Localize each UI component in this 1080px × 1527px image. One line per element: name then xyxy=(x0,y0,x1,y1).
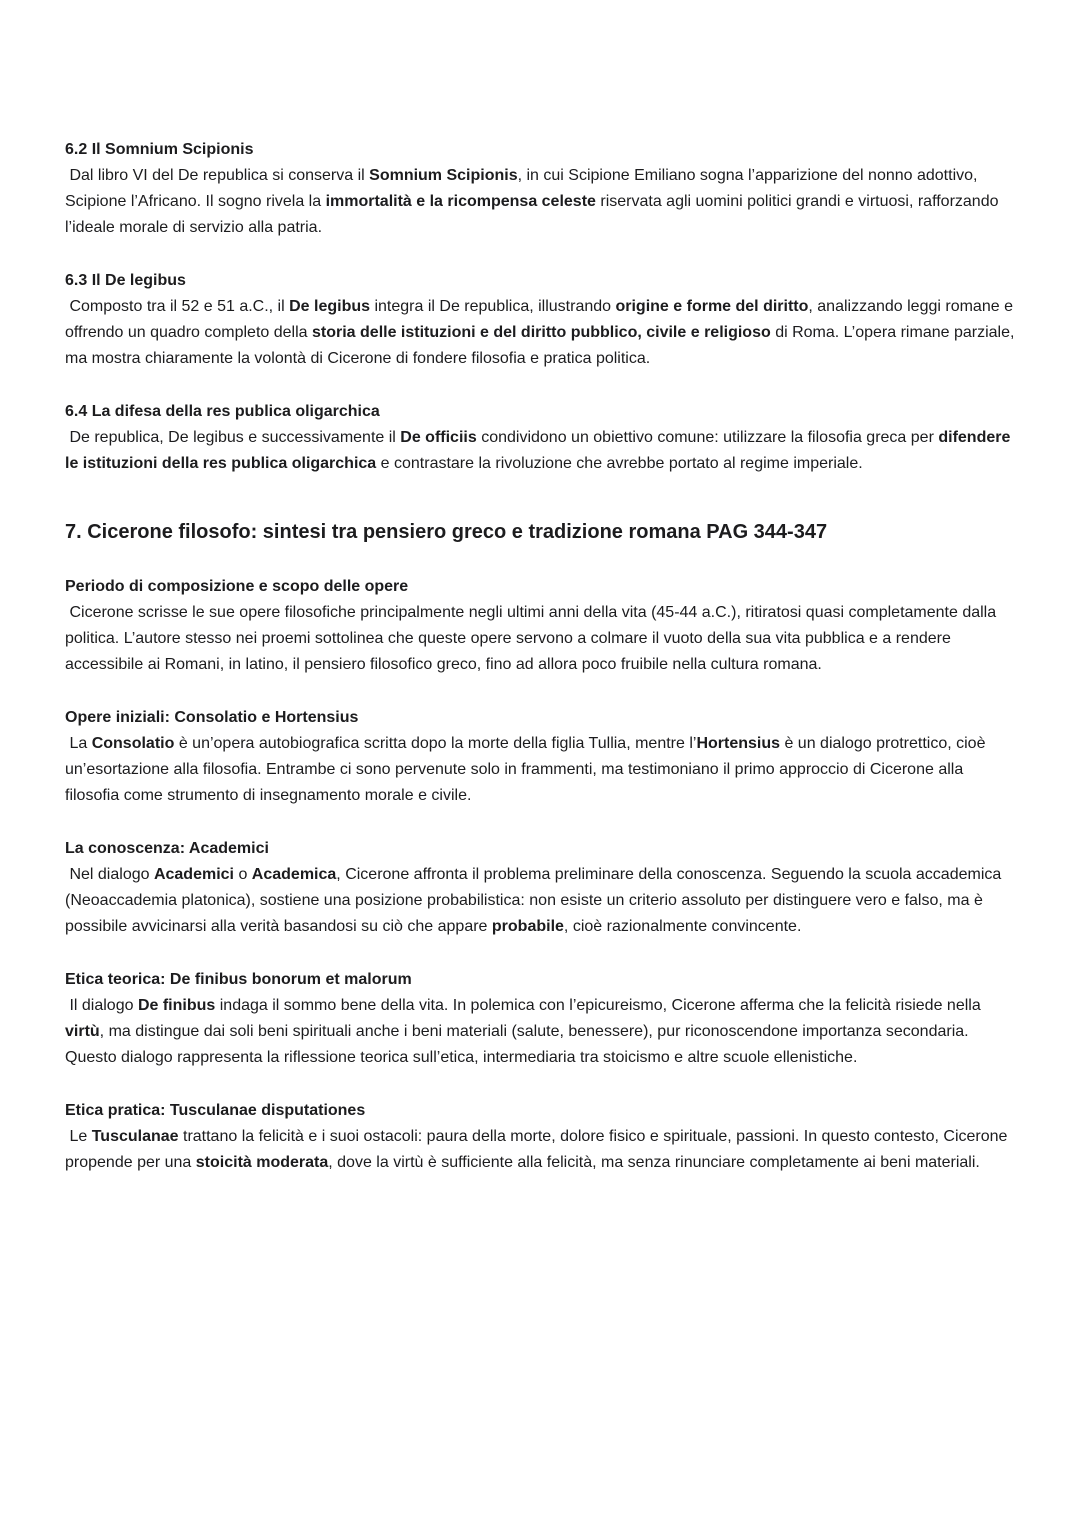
bold-text-run: De legibus xyxy=(289,298,371,315)
text-run: indaga il sommo bene della vita. In polemica con l’epicureismo, Cicerone afferma che la felicità risiede nella xyxy=(215,997,986,1014)
bold-text-run: Academici xyxy=(153,866,234,883)
section-heading-cicerone-filosofo: 7. Cicerone filosofo: sintesi tra pensiero greco e tradizione romana PAG 344-347 xyxy=(65,521,828,543)
section-etica-pratica xyxy=(65,1098,1016,1176)
section-heading-etica-teorica: Etica teorica: De finibus bonorum et malorum xyxy=(65,971,412,988)
section-etica-teorica xyxy=(65,967,1016,1071)
section-paragraph-etica-pratica xyxy=(65,1124,1016,1176)
bold-text-run: stoicità moderata xyxy=(195,1154,329,1171)
section-paragraph-opere-iniziali xyxy=(65,731,1016,809)
section-paragraph-difesa-res-publica xyxy=(65,425,1016,477)
text-run: De republica, De legibus e successivamente il xyxy=(65,429,401,446)
section-la-conoscenza xyxy=(65,836,1016,940)
bold-text-run: Somnium Scipionis xyxy=(369,167,518,184)
text-run: , analizzando leggi romane e offrendo un quadro completo della xyxy=(65,298,1018,341)
section-paragraph-etica-teorica xyxy=(65,993,1016,1071)
bold-text-run: probabile xyxy=(491,918,564,935)
bold-text-run: Academica xyxy=(251,866,337,883)
section-paragraph-periodo-composizione xyxy=(65,600,1016,678)
text-run: , cioè razionalmente convincente. xyxy=(563,918,802,935)
text-run: Composto tra il 52 e 51 a.C., il xyxy=(65,298,290,315)
section-paragraph-la-conoscenza xyxy=(65,862,1016,940)
section-heading-de-legibus: 6.3 Il De legibus xyxy=(65,272,186,289)
section-heading-etica-pratica: Etica pratica: Tusculanae disputationes xyxy=(65,1102,366,1119)
section-periodo-composizione xyxy=(65,574,1016,678)
section-heading-somnium-scipionis: 6.2 Il Somnium Scipionis xyxy=(65,141,254,158)
section-somnium-scipionis xyxy=(65,137,1016,241)
text-run: , dove la virtù è sufficiente alla felicità, ma senza rinunciare completamente ai beni materiali. xyxy=(328,1154,980,1171)
text-run: o xyxy=(234,866,252,883)
section-de-legibus xyxy=(65,268,1019,372)
section-difesa-res-publica xyxy=(65,399,1016,477)
text-run: trattano la felicità e i suoi ostacoli: paura della morte, dolore fisico e spirituale, passioni. In questo contesto, Cicerone propende per una xyxy=(65,1128,1012,1171)
text-run: La xyxy=(65,735,92,752)
section-heading-la-conoscenza: La conoscenza: Academici xyxy=(65,840,269,857)
text-run: e contrastare la rivoluzione che avrebbe portato al regime imperiale. xyxy=(376,455,863,472)
text-run: condividono un obiettivo comune: utilizzare la filosofia greca per xyxy=(476,429,939,446)
bold-text-run: Consolatio xyxy=(91,735,175,752)
bold-text-run: Tusculanae xyxy=(91,1128,179,1145)
text-run: Dal libro VI del De republica si conserva il xyxy=(65,167,370,184)
bold-text-run: De finibus xyxy=(137,997,216,1014)
text-run: Le xyxy=(65,1128,92,1145)
text-run: integra il De republica, illustrando xyxy=(370,298,616,315)
bold-text-run: Hortensius xyxy=(696,735,781,752)
text-run: Cicerone scrisse le sue opere filosofiche principalmente negli ultimi anni della vita (45-44 a.C.), ritiratosi quasi completamente dalla politica. L’autore stesso nei proemi sottolinea che queste opere servono a colmare il vuoto della sua vita pubblica e a rendere accessibile ai Romani, in latino, il pensiero filosofico greco, fino ad allora poco fruibile nella cultura romana. xyxy=(65,604,1001,673)
section-heading-difesa-res-publica: 6.4 La difesa della res publica oligarchica xyxy=(65,403,380,420)
bold-text-run: storia delle istituzioni e del diritto pubblico, civile e religioso xyxy=(312,324,771,341)
text-run: , ma distingue dai soli beni spirituali anche i beni materiali (salute, benessere), pur riconoscendone importanza secondaria. Questo dialogo rappresenta la riflessione teorica sull’etica, intermediaria tra stoicismo e altre scuole ellenistiche. xyxy=(65,1023,974,1066)
text-run: riservata agli uomini politici grandi e virtuosi, rafforzando l’ideale morale di servizio alla patria. xyxy=(65,193,1003,236)
section-paragraph-somnium-scipionis xyxy=(65,163,1016,241)
section-heading-opere-iniziali: Opere iniziali: Consolatio e Hortensius xyxy=(65,709,359,726)
text-run: , in cui Scipione Emiliano sogna l’apparizione del nonno adottivo, Scipione l’Africano. Il sogno rivela la xyxy=(65,167,982,210)
section-paragraph-de-legibus xyxy=(65,294,1019,372)
bold-text-run: origine e forme del diritto xyxy=(615,298,809,315)
text-run: di Roma. L’opera rimane parziale, ma mostra chiaramente la volontà di Cicerone di fondere filosofia e pratica politica. xyxy=(65,324,1019,367)
section-opere-iniziali xyxy=(65,705,1016,809)
text-run: Il dialogo xyxy=(65,997,138,1014)
document-content xyxy=(65,137,1019,1176)
text-run: , Cicerone affronta il problema preliminare della conoscenza. Seguendo la scuola accademica (Neoaccademia platonica), sostiene una posizione probabilistica: non esiste un criterio assoluto per distinguere vero e falso, ma è possibile avvicinarsi alla verità basandosi su ciò che appare xyxy=(65,866,1006,935)
section-heading-periodo-composizione: Periodo di composizione e scopo delle opere xyxy=(65,578,409,595)
bold-text-run: immortalità e la ricompensa celeste xyxy=(325,193,596,210)
text-run: è un dialogo protrettico, cioè un’esortazione alla filosofia. Entrambe ci sono pervenute solo in frammenti, ma testimoniano il primo approccio di Cicerone alla filosofia come strumento di insegnamento morale e civile. xyxy=(65,735,990,804)
bold-text-run: virtù xyxy=(65,1023,100,1040)
bold-text-run: De officiis xyxy=(400,429,477,446)
bold-text-run: difendere le istituzioni della res publica oligarchica xyxy=(65,429,1015,472)
text-run: Nel dialogo xyxy=(65,866,154,883)
section-cicerone-filosofo xyxy=(65,517,1016,547)
text-run: è un’opera autobiografica scritta dopo la morte della figlia Tullia, mentre l’ xyxy=(174,735,697,752)
